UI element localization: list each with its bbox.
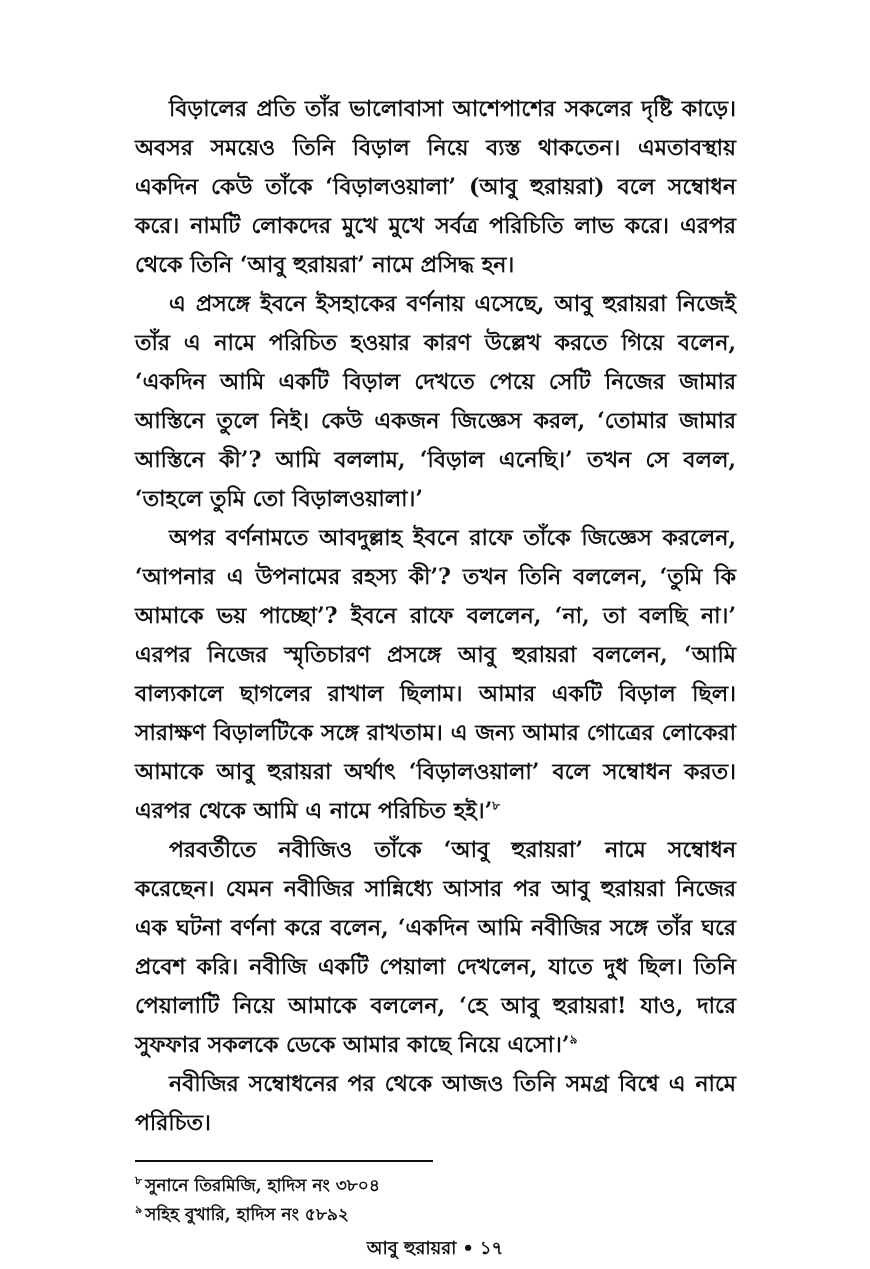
paragraph-text: এ প্রসঙ্গে ইবনে ইসহাকের বর্ণনায় এসেছে, আবু হুরায়রা নিজেই তাঁর এ নামে পরিচিত হওয়ার কারণ উল্লেখ করতে গিয়ে বলেন, ‘একদিন আমি একটি বিড়াল দেখতে পেয়ে সেটি নিজের জামার আস্তিনে তুলে নিই। কেউ একজন জিজ্ঞেস করল, ‘তোমার জামার আস্তিনে কী’? আমি বললাম, ‘বিড়াল এনেছি।’ তখন সে বলল, ‘তাহলে তুমি তো বিড়ালওয়ালা।’ (135, 291, 736, 512)
paragraph-text: নবীজির সম্বোধনের পর থেকে আজও তিনি সমগ্র বিশ্বে এ নামে পরিচিত। (135, 1071, 736, 1136)
paragraph-4 (135, 831, 736, 1065)
footnote-text: সুনানে তিরমিজি, হাদিস নং ৩৮০৪ (145, 1176, 380, 1196)
footnote-item (135, 1172, 736, 1201)
body-text (135, 90, 736, 1143)
footnote-text: সহিহ বুখারি, হাদিস নং ৫৮৯২ (145, 1205, 349, 1225)
paragraph-2 (135, 285, 736, 519)
paragraph-1 (135, 90, 736, 285)
footnote-reference: ৮ (492, 798, 501, 813)
paragraph-text: অপর বর্ণনামতে আবদুল্লাহ ইবনে রাফে তাঁকে জিজ্ঞেস করলেন, ‘আপনার এ উপনামের রহস্য কী’? তখন তিনি বললেন, ‘তুমি কি আমাকে ভয় পাচ্ছো’? ইবনে রাফে বললেন, ‘না, তা বলছি না।’ এরপর নিজের স্মৃতিচারণ প্রসঙ্গে আবু হুরায়রা বললেন, ‘আমি বাল্যকালে ছাগলের রাখাল ছিলাম। আমার একটি বিড়াল ছিল। সারাক্ষণ বিড়ালটিকে সঙ্গে রাখতাম। এ জন্য আমার গোত্রের লোকেরা আমাকে আবু হুরায়রা অর্থাৎ ‘বিড়ালওয়ালা’ বলে সম্বোধন করত। এরপর থেকে আমি এ নামে পরিচিত হই।’ (135, 525, 736, 824)
footnotes (135, 1172, 736, 1230)
page-number: ১৭ (479, 1238, 504, 1259)
bullet-separator: • (462, 1238, 474, 1259)
paragraph-text: পরবর্তীতে নবীজিও তাঁকে ‘আবু হুরায়রা’ নামে সম্বোধন করেছেন। যেমন নবীজির সান্নিধ্যে আসার পর আবু হুরায়রা নিজের এক ঘটনা বর্ণনা করে বলেন, ‘একদিন আমি নবীজির সঙ্গে তাঁর ঘরে প্রবেশ করি। নবীজি একটি পেয়ালা দেখলেন, যাতে দুধ ছিল। তিনি পেয়ালাটি নিয়ে আমাকে বললেন, ‘হে আবু হুরায়রা! যাও, দারে সুফফার সকলকে ডেকে আমার কাছে নিয়ে এসো।’ (135, 837, 736, 1058)
paragraph-3 (135, 519, 736, 831)
running-title: আবু হুরায়রা (366, 1238, 457, 1259)
footnote-reference: ৯ (569, 1032, 578, 1047)
paragraph-text: বিড়ালের প্রতি তাঁর ভালোবাসা আশেপাশের সকলের দৃষ্টি কাড়ে। অবসর সময়েও তিনি বিড়াল নিয়ে ব্যস্ত থাকতেন। এমতাবস্থায় একদিন কেউ তাঁকে ‘বিড়ালওয়ালা’ (আবু হুরায়রা) বলে সম্বোধন করে। নামটি লোকদের মুখে মুখে সর্বত্র পরিচিতি লাভ করে। এরপর থেকে তিনি ‘আবু হুরায়রা’ নামে প্রসিদ্ধ হন। (135, 96, 736, 278)
paragraph-5 (135, 1065, 736, 1143)
page-footer (0, 1237, 870, 1261)
footnote-divider (135, 1160, 433, 1162)
footnote-mark: ৯ (135, 1203, 143, 1217)
footnote-item (135, 1201, 736, 1230)
footnote-mark: ৮ (135, 1174, 143, 1188)
